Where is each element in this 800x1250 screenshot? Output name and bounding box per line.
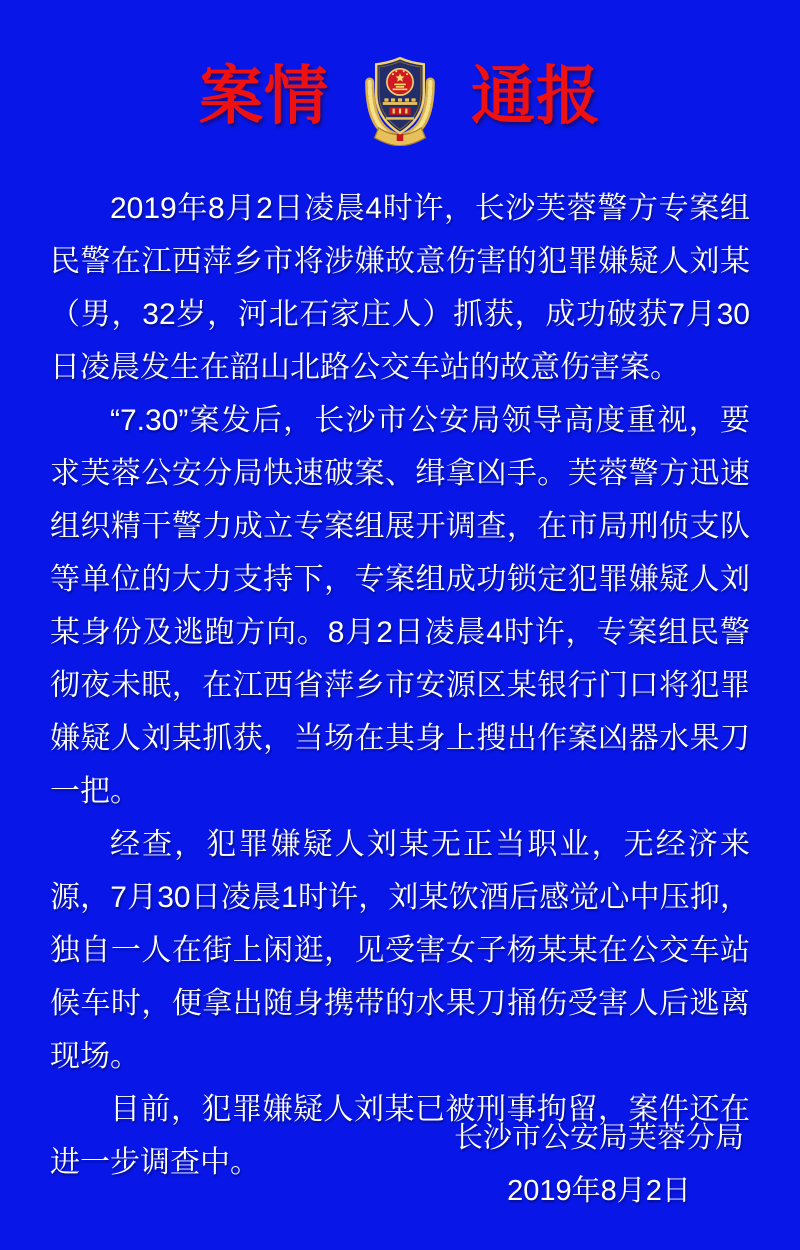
paragraph-3: 经查，犯罪嫌疑人刘某无正当职业，无经济来源，7月30日凌晨1时许，刘某饮酒后感觉心中压抑，独自一人在街上闲逛，见受害女子杨某某在公交车站候车时，便拿出随身携带的水果刀捅伤受害人后逃离现场。 [50, 828, 750, 1073]
police-badge-icon [359, 54, 441, 146]
bulletin-body [50, 182, 750, 1189]
paragraph-2: “7.30”案发后，长沙市公安局领导高度重视，要求芙蓉公安分局快速破案、缉拿凶手。芙蓉警方迅速组织精干警力成立专案组展开调查，在市局刑侦支队等单位的大力支持下，专案组成功锁定犯罪嫌疑人刘某身份及逃跑方向。8月2日凌晨4时许，专案组民警彻夜未眠，在江西省萍乡市安源区某银行门口将犯罪嫌疑人刘某抓获，当场在其身上搜出作案凶器水果刀一把。 [50, 404, 750, 808]
bulletin-header [0, 0, 800, 146]
issuer-name: 长沙市公安局芙蓉分局 [453, 1122, 744, 1154]
title-left: 案情 [199, 60, 329, 132]
title-right: 通报 [471, 60, 601, 132]
signature-block [454, 1112, 744, 1218]
issue-date: 2019年8月2日 [507, 1175, 691, 1207]
paragraph-1: 2019年8月2日凌晨4时许，长沙芙蓉警方专案组民警在江西萍乡市将涉嫌故意伤害的犯罪嫌疑人刘某（男，32岁，河北石家庄人）抓获，成功破获7月30日凌晨发生在韶山北路公交车站的故意伤害案。 [50, 192, 750, 384]
paragraph-4: 目前，犯罪嫌疑人刘某已被刑事拘留，案件还在进一步调查中。 [50, 1093, 750, 1179]
